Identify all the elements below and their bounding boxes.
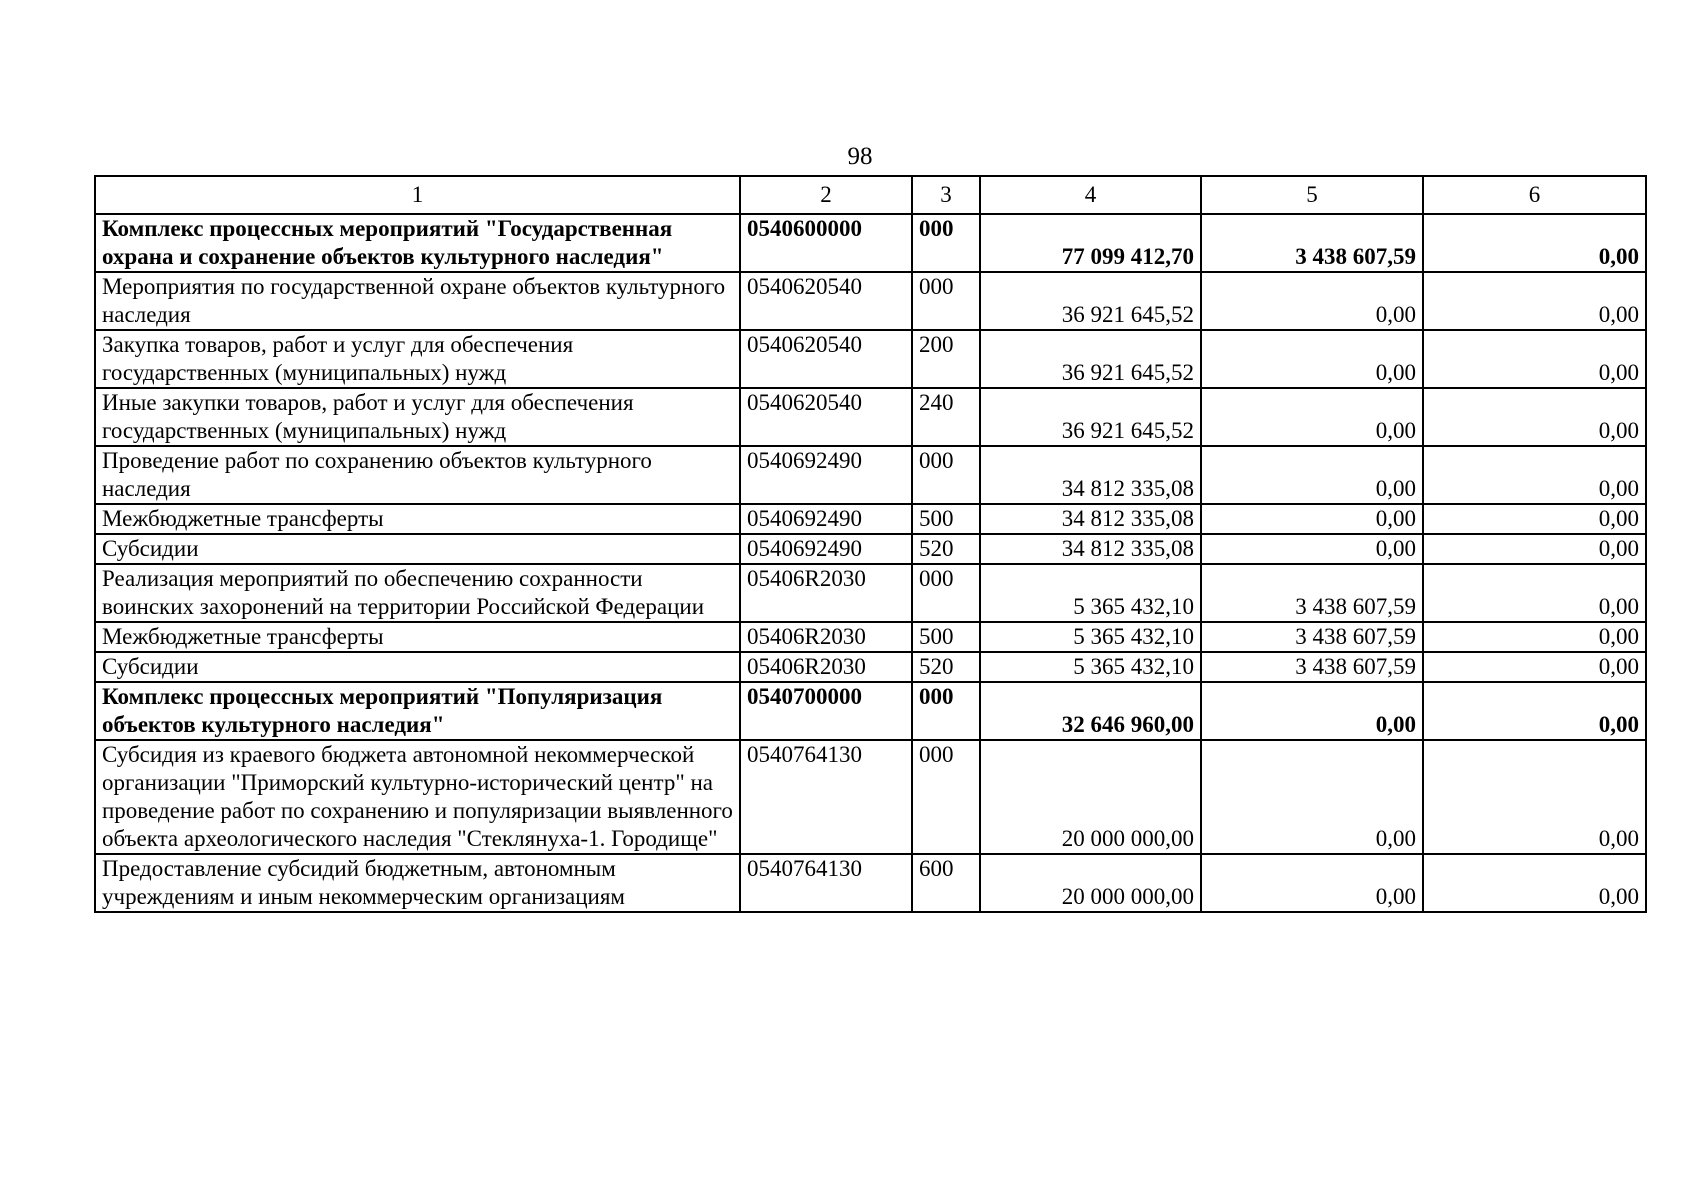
row-code-cell: 0540600000 [740,214,912,272]
row-code-cell: 0540620540 [740,272,912,330]
table-row [95,272,1646,330]
row-name-cell: Комплекс процессных мероприятий "Государственная охрана и сохранение объектов культурного наследия" [95,214,740,272]
table-row [95,740,1646,854]
row-name-cell: Субсидия из краевого бюджета автономной некоммерческой организации "Приморский культурно-исторический центр" на проведение работ по сохранению и популяризации выявленного объекта археологического наследия "Стеклянуха-1. Городище" [95,740,740,854]
row-code-cell: 05406R2030 [740,564,912,622]
row-amount-col5-cell: 0,00 [1201,504,1423,534]
row-name-cell: Иные закупки товаров, работ и услуг для обеспечения государственных (муниципальных) нужд [95,388,740,446]
row-amount-col4-cell: 36 921 645,52 [980,330,1201,388]
table-row [95,534,1646,564]
budget-table [94,175,1647,913]
row-amount-col4-cell: 20 000 000,00 [980,854,1201,912]
row-amount-col4-cell: 34 812 335,08 [980,504,1201,534]
row-code-cell: 0540692490 [740,446,912,504]
column-header-2: 2 [740,176,912,214]
row-amount-col5-cell: 3 438 607,59 [1201,652,1423,682]
row-name-cell: Субсидии [95,652,740,682]
row-amount-col4-cell: 36 921 645,52 [980,388,1201,446]
table-row [95,214,1646,272]
row-type-cell: 000 [912,564,980,622]
row-amount-col5-cell: 3 438 607,59 [1201,564,1423,622]
row-name-cell: Межбюджетные трансферты [95,622,740,652]
row-amount-col6-cell: 0,00 [1423,534,1646,564]
row-amount-col5-cell: 0,00 [1201,534,1423,564]
row-amount-col5-cell: 0,00 [1201,854,1423,912]
column-header-6: 6 [1423,176,1646,214]
row-code-cell: 05406R2030 [740,652,912,682]
row-amount-col6-cell: 0,00 [1423,214,1646,272]
row-type-cell: 240 [912,388,980,446]
row-amount-col4-cell: 34 812 335,08 [980,534,1201,564]
column-header-5: 5 [1201,176,1423,214]
row-amount-col5-cell: 0,00 [1201,388,1423,446]
row-amount-col4-cell: 77 099 412,70 [980,214,1201,272]
row-code-cell: 05406R2030 [740,622,912,652]
table-row [95,682,1646,740]
column-header-1: 1 [95,176,740,214]
table-row [95,388,1646,446]
row-amount-col5-cell: 3 438 607,59 [1201,214,1423,272]
row-code-cell: 0540764130 [740,740,912,854]
table-row [95,652,1646,682]
row-name-cell: Закупка товаров, работ и услуг для обеспечения государственных (муниципальных) нужд [95,330,740,388]
row-amount-col6-cell: 0,00 [1423,388,1646,446]
row-amount-col4-cell: 5 365 432,10 [980,622,1201,652]
row-type-cell: 000 [912,272,980,330]
row-amount-col5-cell: 0,00 [1201,446,1423,504]
row-code-cell: 0540692490 [740,504,912,534]
table-row [95,330,1646,388]
row-code-cell: 0540700000 [740,682,912,740]
row-amount-col5-cell: 0,00 [1201,740,1423,854]
row-type-cell: 200 [912,330,980,388]
row-amount-col4-cell: 36 921 645,52 [980,272,1201,330]
row-name-cell: Проведение работ по сохранению объектов культурного наследия [95,446,740,504]
row-name-cell: Реализация мероприятий по обеспечению сохранности воинских захоронений на территории Российской Федерации [95,564,740,622]
row-amount-col4-cell: 34 812 335,08 [980,446,1201,504]
row-name-cell: Предоставление субсидий бюджетным, автономным учреждениям и иным некоммерческим организациям [95,854,740,912]
table-row [95,854,1646,912]
row-amount-col6-cell: 0,00 [1423,682,1646,740]
row-type-cell: 000 [912,214,980,272]
row-amount-col6-cell: 0,00 [1423,330,1646,388]
row-type-cell: 500 [912,622,980,652]
table-body [95,214,1646,912]
row-name-cell: Субсидии [95,534,740,564]
row-type-cell: 520 [912,534,980,564]
row-amount-col4-cell: 5 365 432,10 [980,652,1201,682]
page-number: 98 [847,143,873,170]
row-amount-col6-cell: 0,00 [1423,446,1646,504]
row-name-cell: Мероприятия по государственной охране объектов культурного наследия [95,272,740,330]
row-code-cell: 0540764130 [740,854,912,912]
row-amount-col6-cell: 0,00 [1423,854,1646,912]
column-header-3: 3 [912,176,980,214]
row-amount-col4-cell: 32 646 960,00 [980,682,1201,740]
row-amount-col4-cell: 5 365 432,10 [980,564,1201,622]
row-amount-col6-cell: 0,00 [1423,272,1646,330]
row-type-cell: 600 [912,854,980,912]
row-type-cell: 000 [912,740,980,854]
row-code-cell: 0540620540 [740,388,912,446]
row-type-cell: 000 [912,682,980,740]
row-type-cell: 500 [912,504,980,534]
table-row [95,622,1646,652]
column-header-4: 4 [980,176,1201,214]
table-row [95,564,1646,622]
row-amount-col6-cell: 0,00 [1423,564,1646,622]
header-row [95,176,1646,214]
row-amount-col6-cell: 0,00 [1423,652,1646,682]
row-name-cell: Комплекс процессных мероприятий "Популяризация объектов культурного наследия" [95,682,740,740]
row-name-cell: Межбюджетные трансферты [95,504,740,534]
table-row [95,504,1646,534]
row-amount-col6-cell: 0,00 [1423,504,1646,534]
row-code-cell: 0540692490 [740,534,912,564]
row-amount-col6-cell: 0,00 [1423,740,1646,854]
row-amount-col6-cell: 0,00 [1423,622,1646,652]
row-type-cell: 520 [912,652,980,682]
row-code-cell: 0540620540 [740,330,912,388]
row-amount-col5-cell: 0,00 [1201,682,1423,740]
row-amount-col5-cell: 3 438 607,59 [1201,622,1423,652]
row-type-cell: 000 [912,446,980,504]
table-row [95,446,1646,504]
row-amount-col5-cell: 0,00 [1201,272,1423,330]
row-amount-col5-cell: 0,00 [1201,330,1423,388]
row-amount-col4-cell: 20 000 000,00 [980,740,1201,854]
